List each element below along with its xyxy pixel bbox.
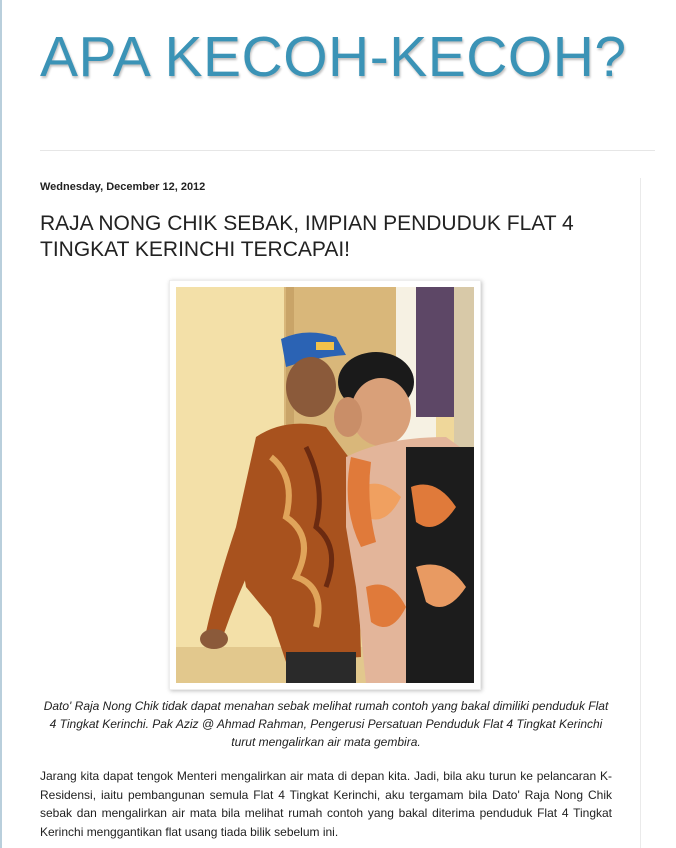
post-title[interactable]: RAJA NONG CHIK SEBAK, IMPIAN PENDUDUK FLAT 4 TINGKAT KERINCHI TERCAPAI! [40, 212, 574, 261]
page-left-border [0, 0, 2, 848]
post-photo[interactable] [169, 280, 481, 690]
post-body: Jarang kita dapat tengok Menteri mengalirkan air mata di depan kita. Jadi, bila aku turun ke pelancaran K-Residensi, iaitu pembangunan semula Flat 4 Tingkat Kerinchi, aku tergamam bila Dato' Raja Nong Chik sebak dan mengalirkan air mata bila melihat rumah contoh yang bakal diterima penduduk Flat 4 Tingkat Kerinchi menggantikan flat usang tiada bilik sebelum ini. [40, 769, 612, 839]
blog-title[interactable]: APA KECOH-KECOH? [40, 25, 627, 89]
post-date: Wednesday, December 12, 2012 [40, 181, 206, 193]
header-divider [40, 150, 655, 151]
photo-image [176, 287, 474, 683]
photo-caption: Dato' Raja Nong Chik tidak dapat menahan sebak melihat rumah contoh yang bakal dimiliki penduduk Flat 4 Tingkat Kerinchi. Pak Aziz @ Ahmad Rahman, Pengerusi Persatuan Penduduk Flat 4 Tingkat Kerinchi turut mengalirkan air mata gembira. [43, 699, 609, 749]
